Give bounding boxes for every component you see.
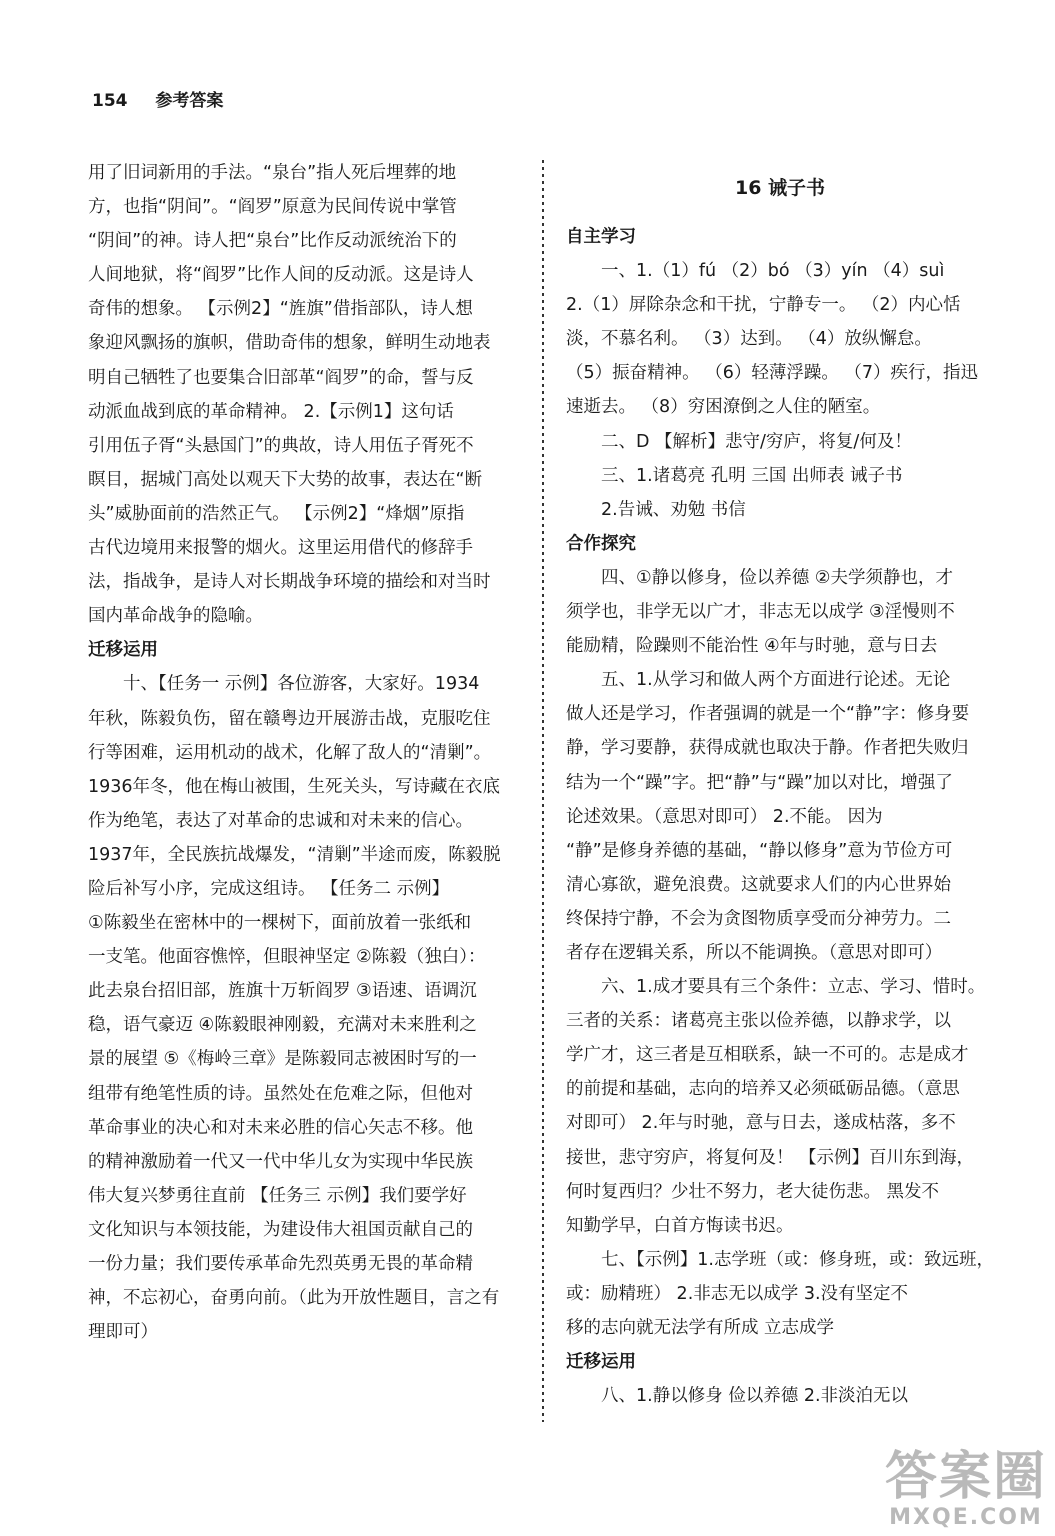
text-line: 知勤学早，白首方悔读书迟。 (566, 1215, 794, 1236)
text-line: 结为一个“躁”字。把“静”与“躁”加以对比，增强了 (566, 772, 953, 793)
question-start-line: 七、【示例】1.志学班（或：修身班，或：致远班， (601, 1249, 994, 1270)
text-line: 理即可） (88, 1322, 158, 1343)
text-line: 瞑目，据城门高处以观天下大势的故事，表达在“断 (88, 469, 483, 490)
question-start-line: 五、1.从学习和做人两个方面进行论述。无论 (601, 670, 951, 691)
text-line: 人间地狱，将“阎罗”比作人间的反动派。这是诗人 (88, 265, 474, 286)
question-start-line: 2.告诫、劝勉 书信 (601, 499, 746, 520)
page-header (92, 86, 223, 111)
text-line: 行等困难，运用机动的战术，化解了敌人的“清剿”。 (88, 742, 492, 763)
text-line: 古代边境用来报警的烟火。这里运用借代的修辞手 (88, 538, 473, 559)
text-line: 头”威胁面前的浩然正气。 【示例2】“烽烟”原指 (88, 503, 465, 524)
text-line: 须学也，非学无以广才，非志无以成学 ③淫慢则不 (566, 602, 955, 623)
text-line: 险后补写小序，完成这组诗。 【任务二 示例】 (88, 878, 450, 899)
watermark-logo (885, 1449, 1047, 1530)
text-line: 方，也指“阴间”。“阎罗”原意为民间传说中掌管 (88, 197, 457, 218)
page-title: 参考答案 (155, 91, 224, 111)
text-line: （5）振奋精神。 （6）轻薄浮躁。 （7）疾行，指迅 (566, 363, 979, 384)
column-divider (540, 160, 546, 1422)
text-line: 革命事业的决心和对未来必胜的信心矢志不移。他 (88, 1117, 473, 1138)
question-start-line: 十、【任务一 示例】各位游客，大家好。1934 (123, 674, 480, 695)
text-line: 者存在逻辑关系，所以不能调换。（意思对即可） (566, 942, 943, 963)
text-line: 1936年冬，他在梅山被围，生死关头，写诗藏在衣底 (88, 776, 501, 797)
text-line: 1937年，全民族抗战爆发，“清剿”半途而废，陈毅脱 (88, 844, 501, 865)
left-column (88, 156, 528, 1349)
text-line: 终保持宁静，不会为贪图物质享受而分神劳力。二 (566, 908, 951, 929)
question-start-line: 八、1.静以修身 俭以养德 2.非淡泊无以 (601, 1386, 909, 1407)
text-line: 年秋，陈毅负伤，留在赣粤边开展游击战，克服吃住 (88, 708, 491, 729)
text-line: 明自己牺牲了也要集合旧部革“阎罗”的命，誓与反 (88, 367, 474, 388)
text-line: 文化知识与本领技能，为建设伟大祖国贡献自己的 (88, 1219, 473, 1240)
text-line: 静，学习要静，获得成就也取决于静。作者把失败归 (566, 738, 969, 759)
section-heading: 合作探究 (566, 533, 636, 554)
text-line: 神，不忘初心，奋勇向前。（此为开放性题目，言之有 (88, 1288, 500, 1309)
text-line: 论述效果。（意思对即可） 2.不能。 因为 (566, 806, 883, 827)
text-line: 动派血战到底的革命精神。 2.【示例1】这句话 (88, 401, 454, 422)
text-line: 或：励精班） 2.非志无以成学 3.没有坚定不 (566, 1283, 909, 1304)
text-line: 淡，不慕名利。 （3）达到。 （4）放纵懈怠。 (566, 329, 932, 350)
text-line: 引用伍子胥“头悬国门”的典故，诗人用伍子胥死不 (88, 435, 474, 456)
text-line: 组带有绝笔性质的诗。虽然处在危难之际，但他对 (88, 1083, 473, 1104)
question-start-line: 一、1.（1）fú （2）bó （3）yín （4）suì (601, 261, 945, 282)
text-line: 能励精，险躁则不能治性 ④年与时驰，意与日去 (566, 636, 938, 657)
text-line: 清心寡欲，避免浪费。这就要求人们的内心世界始 (566, 874, 951, 895)
text-line: 三者的关系：诸葛亮主张以俭养德，以静求学，以 (566, 1011, 951, 1032)
text-line: 国内革命战争的隐喻。 (88, 606, 263, 627)
text-line: 移的志向就无法学有所成 立志成学 (566, 1318, 835, 1338)
text-line: 学广才，这三者是互相联系，缺一不可的。志是成才 (566, 1045, 969, 1066)
text-line: 伟大复兴梦勇往直前 【任务三 示例】我们要学好 (88, 1185, 467, 1206)
text-line: 接世，悲守穷庐，将复何及！ 【示例】百川东到海， (566, 1147, 975, 1168)
chapter-title: 16 诫子书 (734, 177, 826, 199)
text-line: “静”是修身养德的基础，“静以修身”意为节俭方可 (566, 840, 953, 861)
text-line: 景的展望 ⑤《梅岭三章》是陈毅同志被困时写的一 (88, 1049, 477, 1070)
text-line: 稳，语气豪迈 ④陈毅眼神刚毅，充满对未来胜利之 (88, 1015, 477, 1036)
text-line: 2.（1）屏除杂念和干扰，宁静专一。 （2）内心恬 (566, 295, 961, 316)
text-line: “阴间”的神。诗人把“泉台”比作反动派统治下的 (88, 231, 457, 252)
text-line: 此去泉台招旧部，旌旗十万斩阎罗 ③语速、语调沉 (88, 981, 477, 1002)
section-heading: 迁移运用 (88, 640, 158, 661)
text-line: 奇伟的想象。 【示例2】“旌旗”借指部队，诗人想 (88, 299, 473, 320)
text-line: 做人还是学习，作者强调的就是一个“静”字：修身要 (566, 704, 970, 725)
question-start-line: 二、D 【解析】悲守/穷庐，将复/何及！ (601, 431, 912, 452)
text-line: ①陈毅坐在密林中的一棵树下，面前放着一张纸和 (88, 913, 472, 934)
section-heading: 自主学习 (566, 227, 636, 247)
text-line: 用了旧词新用的手法。“泉台”指人死后埋葬的地 (88, 163, 457, 183)
question-start-line: 六、1.成才要具有三个条件：立志、学习、惜时。 (601, 977, 986, 998)
text-line: 何时复西归？少壮不努力，老大徒伤悲。 黑发不 (566, 1181, 940, 1202)
watermark-sub: MXQE.COM (889, 1505, 1043, 1530)
text-line: 的精神激励着一代又一代中华儿女为实现中华民族 (88, 1151, 473, 1172)
section-heading: 迁移运用 (566, 1352, 636, 1373)
text-line: 一份力量；我们要传承革命先烈英勇无畏的革命精 (88, 1254, 473, 1274)
text-line: 作为绝笔，表达了对革命的忠诚和对未来的信心。 (88, 810, 473, 831)
text-line: 速逝去。 （8）穷困潦倒之人住的陋室。 (566, 397, 881, 418)
text-line: 一支笔。他面容憔悴，但眼神坚定 ②陈毅（独白）： (88, 947, 486, 968)
question-start-line: 三、1.诸葛亮 孔明 三国 出师表 诫子书 (601, 465, 903, 486)
text-line: 对即可） 2.年与时驰，意与日去，遂成枯落，多不 (566, 1113, 956, 1134)
text-line: 象迎风飘扬的旗帜，借助奇伟的想象，鲜明生动地表 (88, 333, 491, 354)
text-line: 法，指战争，是诗人对长期战争环境的描绘和对当时 (88, 572, 491, 593)
page-number: 154 (92, 91, 128, 111)
text-line: 的前提和基础，志向的培养又必须砥砺品德。（意思 (566, 1079, 960, 1100)
right-column (566, 156, 994, 1413)
question-start-line: 四、①静以修身，俭以养德 ②夫学须静也，才 (601, 567, 953, 588)
watermark-main: 答案圈 (884, 1447, 1047, 1507)
